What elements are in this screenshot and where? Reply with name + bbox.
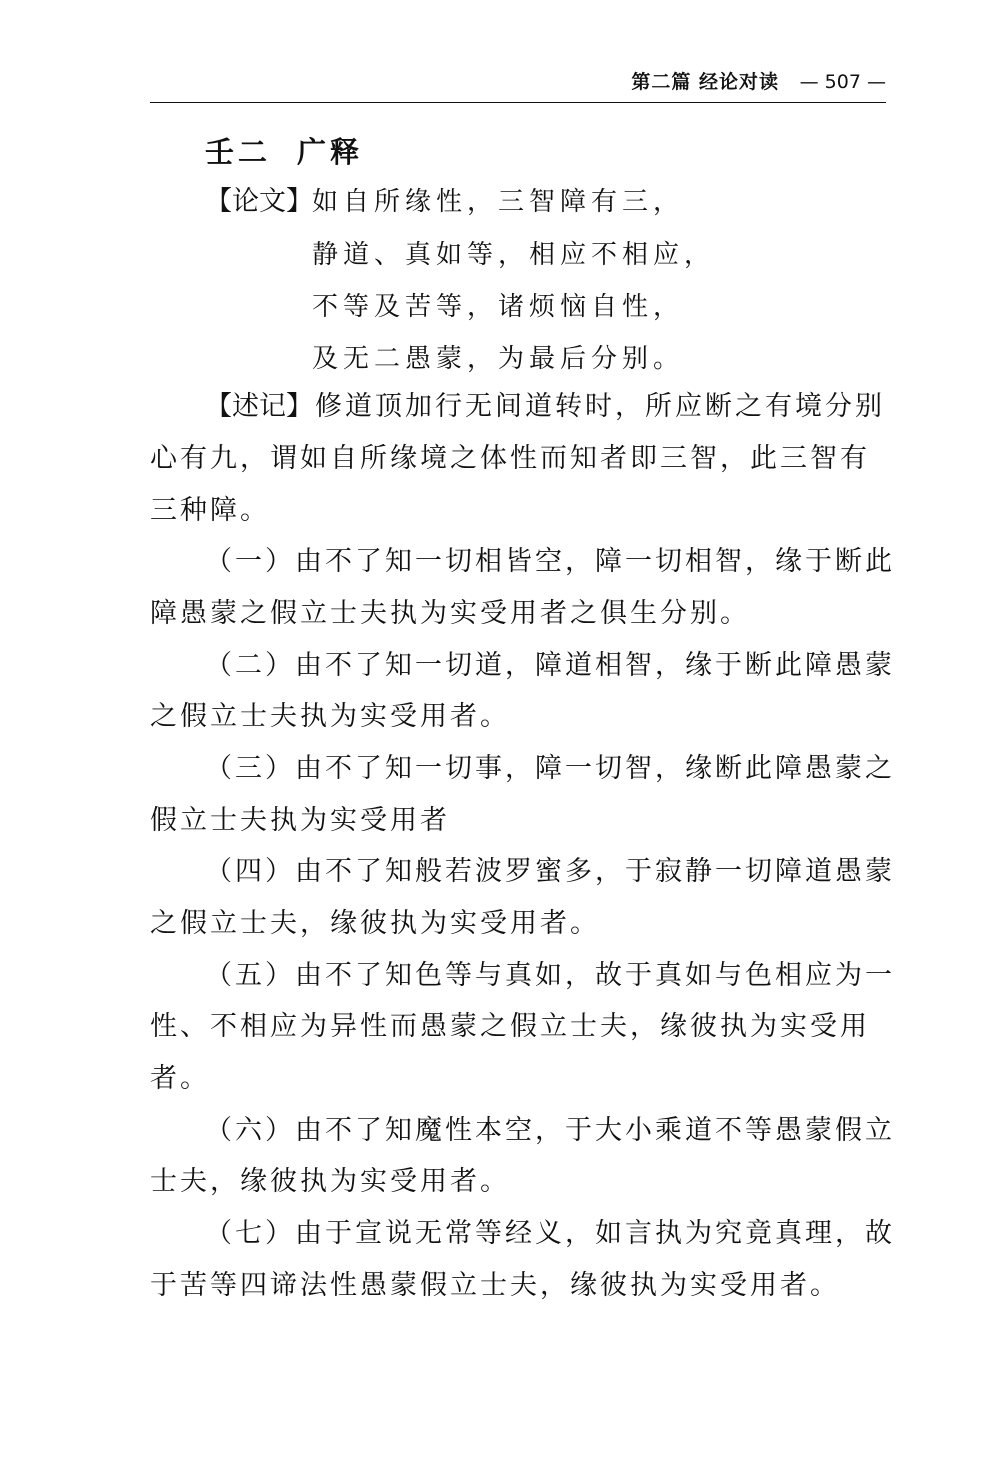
page-number: — 507 — (799, 71, 886, 93)
commentary-first-line (205, 385, 885, 429)
paragraph-line: 之假立士夫执为实受用者。 (150, 701, 510, 732)
paragraph-line: 于苦等四谛法性愚蒙假立士夫，缘彼执为实受用者。 (150, 1270, 840, 1301)
paragraph-line: （四）由不了知般若波罗蜜多，于寂静一切障道愚蒙 (205, 856, 895, 887)
verse-line: 不等及苦等，诸烦恼自性， (312, 292, 685, 322)
running-header (150, 66, 886, 103)
paragraph-line: （七）由于宣说无常等经义，如言执为究竟真理，故 (205, 1218, 895, 1249)
paragraph-line: （二）由不了知一切道，障道相智，缘于断此障愚蒙 (205, 650, 895, 681)
paragraph-line: 之假立士夫，缘彼执为实受用者。 (150, 908, 600, 939)
verse-line: 及无二愚蒙，为最后分别。 (312, 344, 685, 374)
verse-label: 【论文】 (205, 186, 313, 217)
paragraph-line: 心有九，谓如自所缘境之体性而知者即三智，此三智有 (150, 443, 870, 474)
chapter-title: 第二篇 经论对读 (631, 71, 780, 93)
paragraph-line: 障愚蒙之假立士夫执为实受用者之俱生分别。 (150, 598, 750, 629)
paragraph-line: （五）由不了知色等与真如，故于真如与色相应为一 (205, 960, 895, 991)
paragraph-line: 假立士夫执为实受用者 (150, 805, 450, 836)
verse-line: 静道、真如等，相应不相应， (312, 240, 716, 270)
paragraph-line: 修道顶加行无间道转时，所应断之有境分别 (315, 391, 885, 422)
commentary-label: 【述记】 (205, 391, 313, 422)
paragraph-line: （三）由不了知一切事，障一切智，缘断此障愚蒙之 (205, 753, 895, 784)
section-number: 壬二 (205, 135, 272, 169)
paragraph-line: （一）由不了知一切相皆空，障一切相智，缘于断此 (205, 546, 895, 577)
section-heading (205, 130, 363, 171)
paragraph-line: 者。 (150, 1063, 210, 1094)
verse-line: 如自所缘性，三智障有三， (312, 187, 685, 217)
paragraph-line: （六）由不了知魔性本空，于大小乘道不等愚蒙假立 (205, 1115, 895, 1146)
paragraph-line: 性、不相应为异性而愚蒙之假立士夫，缘彼执为实受用 (150, 1011, 870, 1042)
paragraph-line: 士夫，缘彼执为实受用者。 (150, 1166, 510, 1197)
section-title: 广释 (297, 135, 364, 169)
paragraph-line: 三种障。 (150, 495, 270, 526)
